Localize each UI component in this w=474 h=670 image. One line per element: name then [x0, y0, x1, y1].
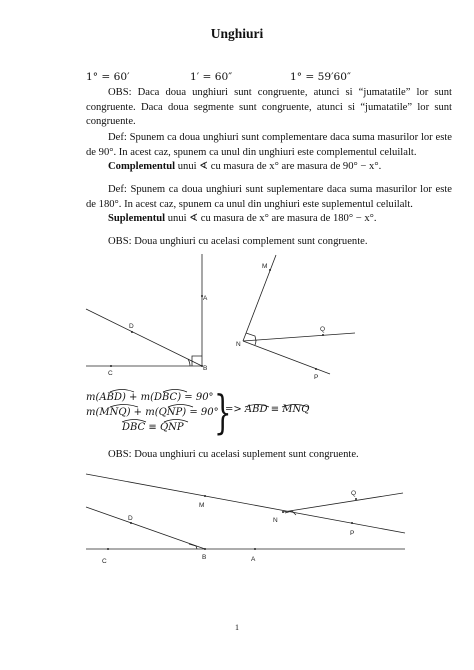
- supplement-term: Suplementul: [108, 213, 166, 224]
- label-c: C: [108, 370, 113, 377]
- point-p3: [351, 522, 353, 524]
- point-q3: [355, 498, 357, 500]
- equation-conclusion: => ABD ≡ MNQ: [225, 404, 310, 415]
- def-complementary: Def: Spunem ca doua unghiuri sunt complementare daca suma masurilor lor este de 90°. In acest caz, spunem ca unul din unghiuri este complementul celuilalt.: [86, 132, 452, 158]
- ray-nq: [283, 493, 403, 512]
- equation-brace: }: [214, 385, 232, 439]
- label-q: Q: [320, 326, 326, 333]
- label-b3: B: [202, 554, 207, 561]
- def-supplementary: Def: Spunem ca doua unghiuri sunt suplementare daca suma masurilor lor este de 180°. In acest caz, spunem ca unul din unghiuri este suplementul celuilalt.: [86, 184, 452, 210]
- label-d: D: [129, 323, 134, 330]
- point-a3: [254, 548, 256, 550]
- figure-supplement-lines: [86, 474, 405, 549]
- obs-same-supplement: OBS: Doua unghiuri cu acelasi suplement sunt congruente.: [108, 449, 359, 460]
- point-m3: [204, 495, 206, 497]
- label-q3: Q: [351, 490, 357, 497]
- supplement-rule-text: unui ∢ cu masura de x° are masura de 180° − x°.: [165, 213, 377, 224]
- label-b: B: [203, 365, 208, 372]
- label-m3: M: [199, 502, 205, 509]
- label-n: N: [236, 341, 241, 348]
- point-n3: [282, 511, 284, 513]
- label-m: M: [262, 263, 268, 270]
- angle-mark-dbc: [189, 544, 197, 549]
- equivalence-3: 1° = 59′60″: [290, 71, 351, 83]
- equivalence-1: 1° = 60′: [86, 71, 130, 83]
- label-a3: A: [251, 556, 256, 563]
- point-b3: [204, 548, 206, 550]
- label-a: A: [203, 295, 208, 302]
- point-d3: [130, 522, 132, 524]
- complement-rule-text: unui ∢ cu masura de x° are masura de 90° − x°.: [175, 161, 382, 172]
- complement-term: Complementul: [108, 161, 176, 172]
- label-p3: P: [350, 530, 355, 537]
- page-title: Unghiuri: [210, 26, 264, 41]
- equivalence-2: 1′ = 60″: [190, 71, 233, 83]
- equation-2: m(MNQ) + m(QNP) = 90°: [86, 407, 219, 418]
- page-number: 1: [235, 623, 239, 632]
- equation-3: DBC ≡ QNP: [122, 422, 184, 433]
- label-d3: D: [128, 515, 133, 522]
- point-c3: [107, 548, 109, 550]
- figure-supplement-points: [107, 495, 357, 550]
- obs-same-complement: OBS: Doua unghiuri cu acelasi complement sunt congruente.: [108, 236, 368, 247]
- label-c3: C: [102, 558, 107, 565]
- equation-1: m(ABD) + m(DBC) = 90°: [86, 392, 214, 403]
- ray-bd: [86, 507, 205, 549]
- label-n3: N: [273, 517, 278, 524]
- label-p: P: [314, 374, 319, 381]
- obs-congruent-halves: OBS: Daca doua unghiuri sunt congruente, atunci si “jumatatile” lor sunt congruente. Daca doua segmente sunt congruente, atunci si “jumatatile” lor sunt congruente.: [86, 87, 452, 128]
